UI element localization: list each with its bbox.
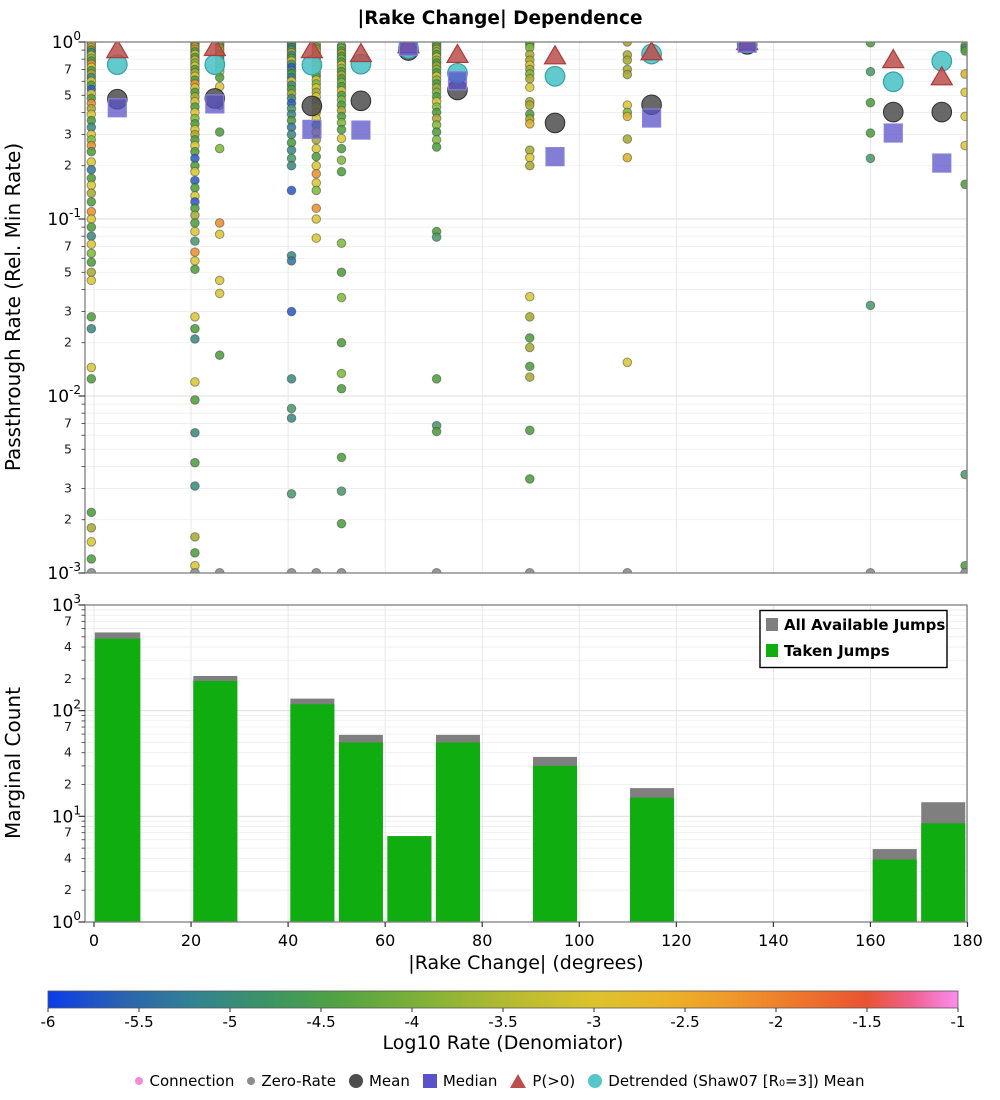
scatter-point bbox=[312, 170, 321, 179]
scatter-point bbox=[191, 265, 200, 274]
median-marker bbox=[738, 34, 756, 52]
scatter-point bbox=[866, 301, 875, 310]
mean-marker bbox=[545, 113, 565, 133]
chart-title: |Rake Change| Dependence bbox=[357, 8, 643, 29]
y-minor-tick-label: 2 bbox=[64, 334, 72, 350]
scatter-point bbox=[337, 134, 346, 143]
x-tick-label: 0 bbox=[88, 931, 100, 950]
detrended-mean-marker bbox=[545, 67, 565, 87]
colorbar-tick-label: -4.5 bbox=[306, 1013, 336, 1031]
x-axis-label: |Rake Change| (degrees) bbox=[408, 952, 644, 974]
scatter-point bbox=[87, 189, 96, 198]
scatter-point bbox=[337, 338, 346, 347]
scatter-point bbox=[337, 144, 346, 153]
y-minor-tick-label: 7 bbox=[64, 824, 72, 840]
colorbar-tick-label: -5 bbox=[222, 1013, 238, 1031]
legend-taken-label: Taken Jumps bbox=[784, 642, 890, 660]
scatter-point bbox=[866, 98, 875, 107]
scatter-point bbox=[337, 519, 346, 528]
scatter-point bbox=[337, 125, 346, 134]
scatter-point bbox=[87, 232, 96, 241]
scatter-point bbox=[525, 343, 534, 352]
scatter-point bbox=[287, 130, 296, 139]
scatter-point bbox=[191, 257, 200, 266]
scatter-point bbox=[961, 141, 970, 150]
bar-taken bbox=[436, 742, 480, 922]
p-0-icon bbox=[510, 1074, 526, 1088]
colorbar-tick-label: -2 bbox=[768, 1013, 784, 1031]
scatter-point bbox=[191, 428, 200, 437]
scatter-point bbox=[87, 249, 96, 258]
scatter-point bbox=[287, 161, 296, 170]
colorbar-label: Log10 Rate (Denomiator) bbox=[382, 1032, 624, 1054]
scatter-point bbox=[525, 373, 534, 382]
scatter-point bbox=[432, 375, 441, 384]
y-minor-tick-label: 7 bbox=[64, 238, 72, 254]
colorbar-tick-label: -4 bbox=[404, 1013, 420, 1031]
scatter-point bbox=[525, 120, 534, 129]
scatter-point bbox=[432, 233, 441, 242]
median-icon bbox=[423, 1074, 437, 1088]
mean-marker bbox=[883, 102, 903, 122]
scatter-point bbox=[287, 257, 296, 266]
scatter-point bbox=[337, 239, 346, 248]
colorbar-tick-label: -1 bbox=[950, 1013, 966, 1031]
scatter-point bbox=[432, 427, 441, 436]
marker-legend-item bbox=[135, 1072, 234, 1090]
scatter-point bbox=[287, 490, 296, 499]
mean-icon bbox=[349, 1074, 363, 1088]
scatter-point bbox=[287, 375, 296, 384]
y-minor-tick-label: 5 bbox=[64, 441, 72, 457]
y-minor-tick-label: 2 bbox=[64, 882, 72, 898]
median-marker bbox=[206, 95, 224, 113]
median-marker bbox=[546, 148, 564, 166]
scatter-point bbox=[337, 268, 346, 277]
scatter-point bbox=[191, 219, 200, 228]
scatter-point bbox=[525, 101, 534, 110]
detrended-mean-marker bbox=[302, 55, 322, 75]
scatter-point bbox=[287, 186, 296, 195]
marker-legend-label: Connection bbox=[149, 1072, 235, 1090]
x-tick-label: 60 bbox=[374, 931, 396, 950]
x-tick-label: 180 bbox=[952, 931, 983, 950]
scatter-point bbox=[525, 334, 534, 343]
scatter-point bbox=[623, 135, 632, 144]
scatter-point bbox=[191, 335, 200, 344]
scatter-point bbox=[215, 144, 224, 153]
y-minor-tick-label: 3 bbox=[64, 126, 72, 142]
scatter-point bbox=[191, 313, 200, 322]
scatter-point bbox=[87, 198, 96, 207]
y-minor-tick-label: 3 bbox=[64, 303, 72, 319]
scatter-point bbox=[87, 147, 96, 156]
y-minor-tick-label: 4 bbox=[64, 850, 72, 866]
scatter-point bbox=[215, 276, 224, 285]
y-tick-label: $10^0$ bbox=[51, 909, 81, 933]
scatter-point bbox=[866, 154, 875, 163]
detrended-mean-marker bbox=[205, 55, 225, 75]
scatter-point bbox=[866, 67, 875, 76]
scatter-point bbox=[961, 70, 970, 79]
y-minor-tick-label: 2 bbox=[64, 776, 72, 792]
scatter-point bbox=[866, 129, 875, 138]
scatter-point bbox=[961, 112, 970, 121]
scatter-point bbox=[623, 358, 632, 367]
scatter-point bbox=[287, 307, 296, 316]
scatter-point bbox=[961, 470, 970, 479]
median-marker bbox=[108, 99, 126, 117]
scatter-point bbox=[525, 475, 534, 484]
y-minor-tick-label: 2 bbox=[64, 670, 72, 686]
y-minor-tick-label: 5 bbox=[64, 264, 72, 280]
scatter-point bbox=[312, 152, 321, 161]
legend-taken-swatch bbox=[766, 644, 778, 657]
scatter-point bbox=[191, 396, 200, 405]
scatter-point bbox=[87, 538, 96, 547]
y-tick-label: $10^2$ bbox=[51, 697, 81, 722]
scatter-point bbox=[337, 384, 346, 393]
bar-taken bbox=[873, 860, 917, 922]
scatter-point bbox=[191, 184, 200, 193]
scatter-point bbox=[215, 351, 224, 360]
scatter-point bbox=[87, 324, 96, 333]
median-marker bbox=[399, 37, 417, 55]
scatter-point bbox=[287, 404, 296, 413]
marker-legend-item bbox=[349, 1072, 410, 1090]
y-tick-label: $10^0$ bbox=[51, 29, 81, 53]
scatter-point bbox=[623, 56, 632, 65]
legend-all-available-swatch bbox=[766, 618, 778, 631]
scatter-point bbox=[191, 458, 200, 467]
y-minor-tick-label: 7 bbox=[64, 719, 72, 735]
scatter-point bbox=[215, 230, 224, 239]
mean-marker bbox=[932, 102, 952, 122]
scatter-point bbox=[87, 276, 96, 285]
scatter-point bbox=[191, 378, 200, 387]
colorbar-tick-label: -2.5 bbox=[670, 1013, 700, 1031]
scatter-point bbox=[337, 487, 346, 496]
y-minor-tick-label: 7 bbox=[64, 61, 72, 77]
x-tick-label: 120 bbox=[661, 931, 692, 950]
marker-legend-item bbox=[247, 1072, 336, 1090]
scatter-point bbox=[191, 227, 200, 236]
x-tick-label: 100 bbox=[564, 931, 595, 950]
scatter-point bbox=[525, 161, 534, 170]
marker-legend-label: Mean bbox=[368, 1072, 410, 1090]
marker-legend bbox=[0, 1072, 1000, 1090]
scatter-point bbox=[337, 293, 346, 302]
scatter-point bbox=[312, 161, 321, 170]
scatter-point bbox=[337, 156, 346, 165]
scatter-point bbox=[87, 268, 96, 277]
marker-legend-item bbox=[510, 1072, 575, 1090]
detrended-mean-marker bbox=[883, 72, 903, 92]
x-tick-label: 40 bbox=[277, 931, 299, 950]
scatter-point bbox=[87, 215, 96, 224]
y-minor-tick-label: 5 bbox=[64, 87, 72, 103]
scatter-point bbox=[191, 482, 200, 491]
y-minor-tick-label: 4 bbox=[64, 639, 72, 655]
scatter-point bbox=[87, 223, 96, 232]
bar-taken bbox=[921, 823, 965, 922]
scatter-point bbox=[215, 289, 224, 298]
y-minor-tick-label: 4 bbox=[64, 744, 72, 760]
median-marker bbox=[303, 120, 321, 138]
colorbar bbox=[48, 991, 958, 1008]
scatter-point bbox=[432, 143, 441, 152]
scatter-point bbox=[87, 165, 96, 174]
scatter-point bbox=[623, 70, 632, 79]
scatter-point bbox=[525, 74, 534, 83]
marker-legend-label: P(>0) bbox=[532, 1072, 576, 1090]
colorbar-tick-label: -5.5 bbox=[124, 1013, 154, 1031]
y-minor-tick-label: 2 bbox=[64, 157, 72, 173]
scatter-point bbox=[525, 292, 534, 301]
scatter-point bbox=[287, 146, 296, 155]
scatter-point bbox=[312, 204, 321, 213]
bar-taken bbox=[290, 704, 334, 922]
p-gt0-marker bbox=[447, 44, 468, 62]
scatter-point bbox=[87, 363, 96, 372]
scatter-point bbox=[312, 234, 321, 243]
scatter-point bbox=[525, 362, 534, 371]
mean-marker bbox=[351, 91, 371, 111]
mean-marker bbox=[302, 96, 322, 116]
scatter-point bbox=[87, 555, 96, 564]
bar-taken bbox=[630, 798, 674, 922]
y-minor-tick-label: 3 bbox=[64, 480, 72, 496]
legend-all-available-label: All Available Jumps bbox=[784, 616, 946, 634]
scatter-point bbox=[312, 144, 321, 153]
scatter-point bbox=[525, 313, 534, 322]
scatter-point bbox=[337, 453, 346, 462]
marker-legend-label: Zero-Rate bbox=[261, 1072, 336, 1090]
scatter-point bbox=[525, 83, 534, 92]
scatter-point bbox=[191, 324, 200, 333]
median-marker bbox=[352, 121, 370, 139]
marker-legend-item bbox=[588, 1072, 864, 1090]
y-minor-tick-label: 7 bbox=[64, 415, 72, 431]
top-y-axis-label: Passthrough Rate (Rel. Min Rate) bbox=[1, 142, 25, 472]
scatter-point bbox=[961, 88, 970, 97]
median-marker bbox=[884, 124, 902, 142]
scatter-point bbox=[337, 167, 346, 176]
scatter-point bbox=[87, 508, 96, 517]
marker-legend-label: Detrended (Shaw07 [R₀=3]) Mean bbox=[608, 1072, 865, 1090]
colorbar-tick-label: -3 bbox=[586, 1013, 602, 1031]
scatter-point bbox=[191, 549, 200, 558]
scatter-point bbox=[87, 524, 96, 533]
scatter-point bbox=[191, 248, 200, 257]
median-marker bbox=[643, 109, 661, 127]
colorbar-tick-label: -3.5 bbox=[488, 1013, 518, 1031]
scatter-point bbox=[432, 128, 441, 137]
connection-icon bbox=[135, 1077, 143, 1085]
x-tick-label: 160 bbox=[855, 931, 886, 950]
median-marker bbox=[448, 72, 466, 90]
scatter-point bbox=[87, 258, 96, 267]
scatter-point bbox=[525, 153, 534, 162]
y-tick-label: $10^{-3}$ bbox=[47, 560, 81, 584]
scatter-point bbox=[623, 153, 632, 162]
y-minor-tick-label: 7 bbox=[64, 613, 72, 629]
x-tick-label: 140 bbox=[758, 931, 789, 950]
scatter-point bbox=[866, 38, 875, 47]
p-gt0-marker bbox=[350, 44, 371, 62]
bar-taken bbox=[339, 742, 383, 922]
median-marker bbox=[933, 154, 951, 172]
colorbar-tick-label: -1.5 bbox=[852, 1013, 882, 1031]
scatter-point bbox=[623, 112, 632, 121]
x-tick-label: 80 bbox=[472, 931, 493, 950]
scatter-point bbox=[287, 414, 296, 423]
bar-taken bbox=[533, 766, 577, 922]
scatter-point bbox=[87, 375, 96, 384]
p-gt0-marker bbox=[545, 46, 566, 64]
bar-taken bbox=[387, 836, 431, 922]
y-tick-label: $10^3$ bbox=[51, 591, 81, 616]
y-tick-label: $10^1$ bbox=[51, 803, 81, 828]
marker-legend-label: Median bbox=[442, 1072, 498, 1090]
y-tick-label: $10^{-2}$ bbox=[47, 383, 81, 407]
scatter-point bbox=[87, 240, 96, 249]
scatter-point bbox=[215, 219, 224, 228]
scatter-point bbox=[312, 215, 321, 224]
scatter-point bbox=[525, 426, 534, 435]
marker-legend-item bbox=[423, 1072, 498, 1090]
scatter-point bbox=[87, 181, 96, 190]
y-tick-label: $10^{-1}$ bbox=[47, 206, 81, 230]
colorbar-tick-label: -6 bbox=[40, 1013, 56, 1031]
scatter-point bbox=[215, 128, 224, 137]
scatter-point bbox=[961, 47, 970, 56]
zero-rate-icon bbox=[247, 1077, 255, 1085]
bottom-y-axis-label: Marginal Count bbox=[1, 687, 25, 839]
detrended-shaw07-r-3-mean-icon bbox=[588, 1074, 602, 1088]
scatter-point bbox=[191, 533, 200, 542]
scatter-point bbox=[191, 237, 200, 246]
bar-taken bbox=[95, 639, 140, 922]
scatter-point bbox=[961, 180, 970, 189]
y-minor-tick-label: 2 bbox=[64, 511, 72, 527]
scatter-point bbox=[337, 369, 346, 378]
p-gt0-marker bbox=[883, 50, 904, 68]
bar-taken bbox=[193, 681, 237, 922]
scatter-point bbox=[87, 313, 96, 322]
scatter-point bbox=[191, 167, 200, 176]
scatter-point bbox=[312, 186, 321, 195]
x-tick-label: 20 bbox=[180, 931, 202, 950]
